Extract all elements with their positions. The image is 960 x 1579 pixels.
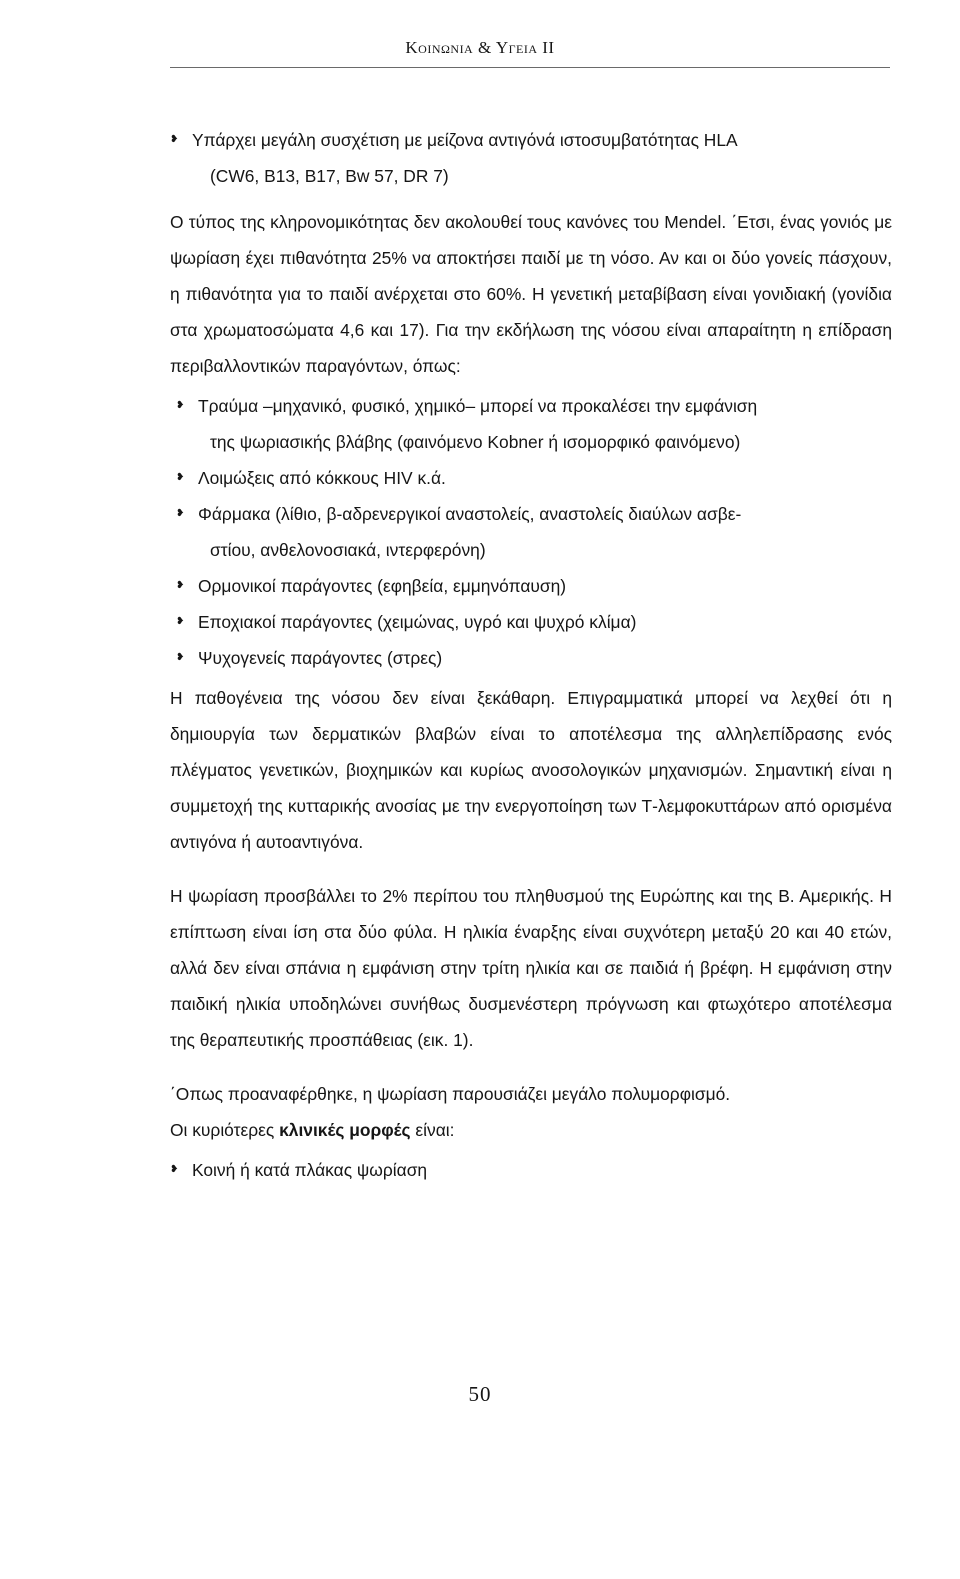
factor-trauma-line2: της ψωριασικής βλάβης (φαινόμενο Kobner ή ισομορφικό φαινόμενο)	[210, 432, 741, 452]
bullet-icon: ❥	[170, 1164, 179, 1175]
bullet-icon: ❥	[176, 508, 185, 519]
bullet-hla-line1: Υπάρχει μεγάλη συσχέτιση με μείζονα αντιγόνά ιστοσυμβατότητας HLA	[192, 130, 738, 150]
factor-hormonal-text: Ορμονικοί παράγοντες (εφηβεία, εμμηνόπαυση)	[198, 576, 567, 596]
clinical-forms-term: κλινικές μορφές	[279, 1120, 411, 1140]
paragraph-forms-prefix: Οι κυριότερες	[170, 1120, 280, 1140]
paragraph-pathogenesis: Η παθογένεια της νόσου δεν είναι ξεκάθαρη. Επιγραμματικά μπορεί να λεχθεί ότι η δημιουργία των δερματικών βλαβών είναι το αποτέλεσμα της αλληλεπίδρασης ενός πλέγματος γενετικών, βιοχημικών και κυρίως ανοσολογικών μηχανισμών. Σημαντική είναι η συμμετοχή της κυτταρικής ανοσίας με την ενεργοποίηση των Τ-λεμφοκυττάρων από ορισμένα αντιγόνα ή αυτοαντιγόνα.	[170, 688, 892, 852]
factor-drugs-line1: Φάρμακα (λίθιο, β-αδρενεργικοί αναστολείς, αναστολείς διαύλων ασβε-	[198, 504, 742, 524]
spacer	[170, 1058, 892, 1076]
page-number: 50	[468, 1382, 492, 1406]
spacer	[170, 194, 892, 204]
running-header: Κοινωνια & Υγεια II	[405, 38, 555, 57]
factor-seasonal-text: Εποχιακοί παράγοντες (χειμώνας, υγρό και ψυχρό κλίμα)	[198, 612, 637, 632]
bullet-hla-line2: (CW6, B13, B17, Bw 57, DR 7)	[210, 166, 449, 186]
bullet-icon: ❥	[176, 400, 185, 411]
factor-seasonal	[176, 604, 892, 640]
paragraph-forms	[170, 1076, 892, 1148]
paragraph-heredity: Ο τύπος της κληρονομικότητας δεν ακολουθεί τους κανόνες του Mendel. ΄Ετσι, ένας γονιός με ψωρίαση έχει πιθανότητα 25% να αποκτήσει παιδί με τη νόσο. Αν και οι δύο γονείς πάσχουν, η πιθανότητα για το παιδί ανέρχεται στο 60%. Η γενετική μεταβίβαση είναι γονιδιακή (γονίδια στα χρωματοσώματα 4,6 και 17). Για την εκδήλωση της νόσου είναι απαραίτητη η επίδραση περιβαλλοντικών παραγόντων, όπως:	[170, 212, 892, 376]
factor-drugs-line2: στίου, ανθελονοσιακά, ιντερφερόνη)	[210, 540, 486, 560]
factor-psychogenic-text: Ψυχογενείς παράγοντες (στρες)	[198, 648, 443, 668]
factor-trauma-line1: Τραύμα –μηχανικό, φυσικό, χημικό– μπορεί να προκαλέσει την εμφάνιση	[198, 396, 758, 416]
paragraph-forms-suffix: είναι:	[410, 1120, 455, 1140]
paragraph-forms-line1: ΄Οπως προαναφέρθηκε, η ψωρίαση παρουσιάζει μεγάλο πολυμορφισμό.	[170, 1084, 731, 1104]
spacer	[170, 860, 892, 878]
bullet-icon: ❥	[170, 134, 179, 145]
bullet-icon: ❥	[176, 580, 185, 591]
bullet-icon: ❥	[176, 652, 185, 663]
bullet-icon: ❥	[176, 616, 185, 627]
header-rule	[170, 67, 890, 68]
bullet-icon: ❥	[176, 472, 185, 483]
factor-infections	[176, 460, 892, 496]
factor-drugs	[176, 496, 892, 568]
factor-hormonal	[176, 568, 892, 604]
paragraph-epidemiology: Η ψωρίαση προσβάλλει το 2% περίπου του πληθυσμού της Ευρώπης και της Β. Αμερικής. Η επίπτωση είναι ίση στα δύο φύλα. Η ηλικία έναρξης είναι συχνότερη μεταξύ 20 και 40 ετών, αλλά δεν είναι σπάνια η εμφάνιση στην τρίτη ηλικία και σε παιδιά ή βρέφη. Η εμφάνιση στην παιδική ηλικία υποδηλώνει συνήθως δυσμενέστερη πρόγνωση και φτωχότερο αποτέλεσμα της θεραπευτικής προσπάθειας (εικ. 1).	[170, 886, 892, 1050]
bullet-hla	[170, 122, 892, 194]
page-body	[170, 122, 892, 1188]
bullet-plaque	[170, 1152, 892, 1188]
factor-trauma	[176, 388, 892, 460]
bullet-plaque-text: Κοινή ή κατά πλάκας ψωρίαση	[192, 1160, 428, 1180]
factor-psychogenic	[176, 640, 892, 676]
factor-infections-text: Λοιμώξεις από κόκκους HIV κ.ά.	[198, 468, 446, 488]
